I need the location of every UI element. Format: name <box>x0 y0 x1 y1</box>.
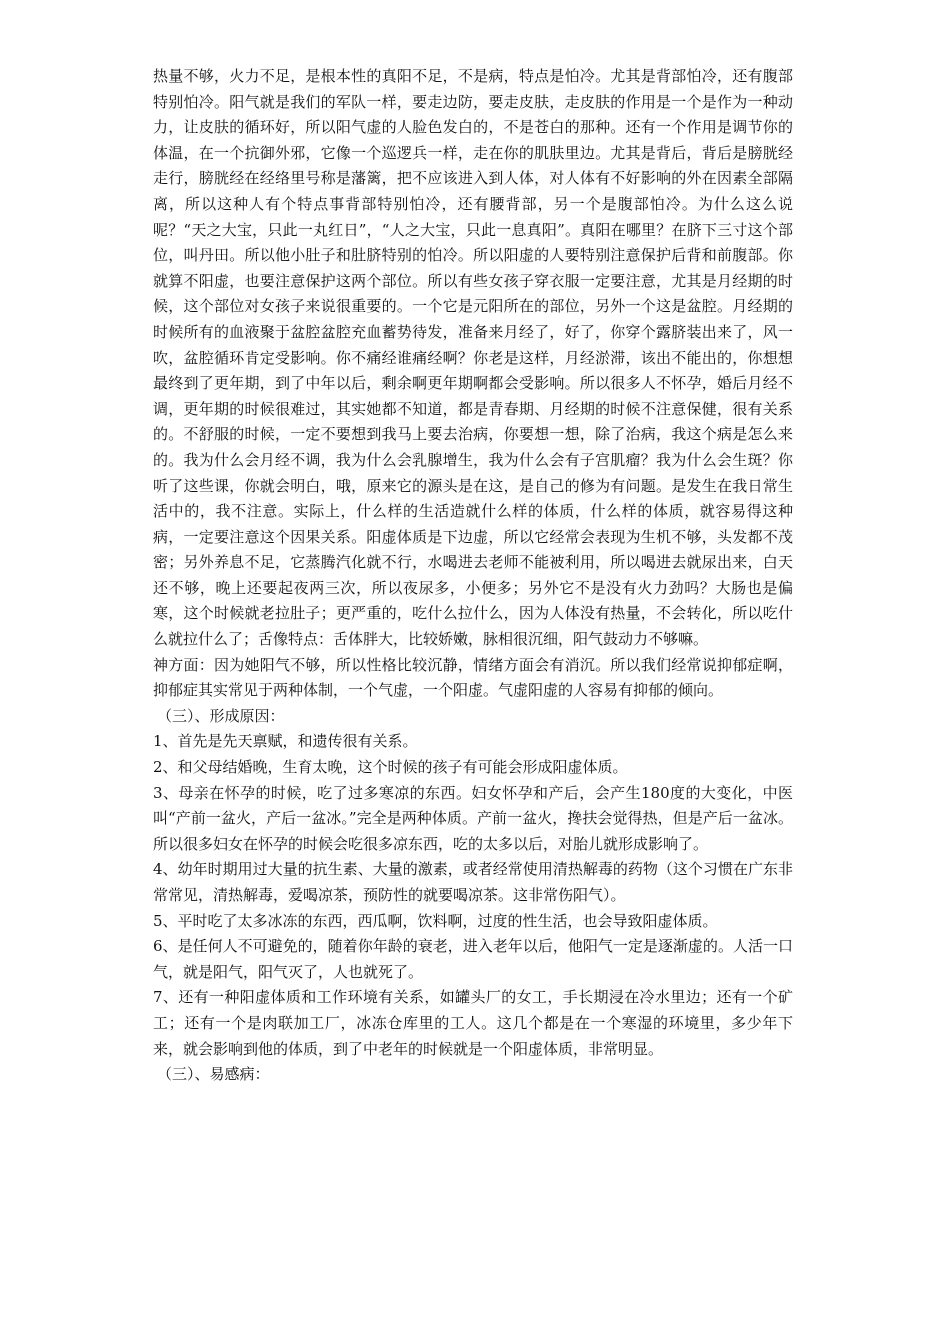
body-paragraph-spirit-aspect: 神方面：因为她阳气不够，所以性格比较沉静，情绪方面会有消沉。所以我们经常说抑郁症啊，抑郁症其实常见于两种体制，一个气虚，一个阳虚。气虚阳虚的人容易有抑郁的倾向。 <box>153 655 793 700</box>
section-heading-susceptible-diseases: （三）、易感病： <box>157 1065 270 1084</box>
list-item-cause-2: 2、和父母结婚晚，生育太晚，这个时候的孩子有可能会形成阳虚体质。 <box>153 758 628 777</box>
list-item-cause-1: 1、首先是先天禀赋，和遗传很有关系。 <box>153 732 418 751</box>
list-item-cause-7: 7、还有一种阳虚体质和工作环境有关系，如罐头厂的女工，手长期浸在冷水里边；还有一个矿工；还有一个是肉联加工厂，冰冻仓库里的工人。这几个都是在一个寒湿的环境里，多少年下来，就会影响到他的体质，到了中老年的时候就是一个阳虚体质，非常明显。 <box>153 988 793 1058</box>
list-item-cause-5: 5、平时吃了太多冰冻的东西，西瓜啊，饮料啊，过度的性生活，也会导致阳虚体质。 <box>153 911 718 930</box>
list-item-cause-6: 6、是任何人不可避免的，随着你年龄的衰老，进入老年以后，他阳气一定是逐渐虚的。人活一口气，就是阳气，阳气灭了，人也就死了。 <box>153 937 793 981</box>
list-item-cause-3: 3、母亲在怀孕的时候，吃了过多寒凉的东西。妇女怀孕和产后，会产生180度的大变化，中医叫“产前一盆火，产后一盆冰。”完全是两种体质。产前一盆火，搀扶会觉得热，但是产后一盆冰。所以很多妇女在怀孕的时候会吃很多凉东西，吃的太多以后，对胎儿就形成影响了。 <box>153 783 793 853</box>
document-page <box>153 64 793 1088</box>
body-paragraph-yang-deficiency-features: 热量不够，火力不足，是根本性的真阳不足，不是病，特点是怕冷。尤其是背部怕冷，还有腹部特别怕冷。阳气就是我们的军队一样，要走边防，要走皮肤，走皮肤的作用是一个是作为一种动力，让皮肤的循环好，所以阳气虚的人脸色发白的，不是苍白的那种。还有一个作用是调节你的体温，在一个抗御外邪，它像一个巡逻兵一样，走在你的肌肤里边。尤其是背后，背后是膀胱经走行，膀胱经在经络里号称是藩篱，把不应该进入到人体，对人体有不好影响的外在因素全部隔离，所以这种人有个特点事背部特别怕冷，还有腰背部，另一个是腹部怕冷。为什么这么说呢？“天之大宝，只此一丸红日”，“人之大宝，只此一息真阳”。真阳在哪里？在脐下三寸这个部位，叫丹田。所以他小肚子和肚脐特别的怕冷。所以阳虚的人要特别注意保护后背和前腹部。你就算不阳虚，也要注意保护这两个部位。所以有些女孩子穿衣服一定要注意，尤其是月经期的时候，这个部位对女孩子来说很重要的。一个它是元阳所在的部位，另外一个这是盆腔。月经期的时候所有的血液聚于盆腔盆腔充血蓄势待发，准备来月经了，好了，你穿个露脐装出来了，风一吹，盆腔循环肯定受影响。你不痛经谁痛经啊？你老是这样，月经淤滞，该出不能出的，你想想最终到了更年期，到了中年以后，剩余啊更年期啊都会受影响。所以很多人不怀孕，婚后月经不调，更年期的时候很难过，其实她都不知道，都是青春期、月经期的时候不注意保健，很有关系的。不舒服的时候，一定不要想到我马上要去治病，你要想一想，除了治病，我这个病是怎么来的。我为什么会月经不调，我为什么会乳腺增生，我为什么会有子宫肌瘤？我为什么会生斑？你听了这些课，你就会明白，哦，原来它的源头是在这，是自己的修为有问题。是发生在我日常生活中的，我不注意。实际上，什么样的生活造就什么样的体质，什么样的体质，就容易得这种病，一定要注意这个因果关系。阳虚体质是下边虚，所以它经常会表现为生机不够，头发都不茂密；另外养息不足，它蒸腾汽化就不行，水喝进去老师不能被利用，所以喝进去就尿出来，白天还不够，晚上还要起夜两三次，所以夜尿多，小便多；另外它不是没有火力劲吗？大肠也是偏寒，这个时候就老拉肚子；更严重的，吃什么拉什么，因为人体没有热量，不会转化，所以吃什么就拉什么了；舌像特点：舌体胖大，比较娇嫩，脉相很沉细，阳气鼓动力不够嘛。 <box>153 67 793 649</box>
list-item-cause-4: 4、幼年时期用过大量的抗生素、大量的激素，或者经常使用清热解毒的药物（这个习惯在广东非常常见，清热解毒，爱喝凉茶，预防性的就要喝凉茶。这非常伤阳气）。 <box>153 860 793 904</box>
section-heading-causes: （三）、形成原因： <box>157 706 285 725</box>
